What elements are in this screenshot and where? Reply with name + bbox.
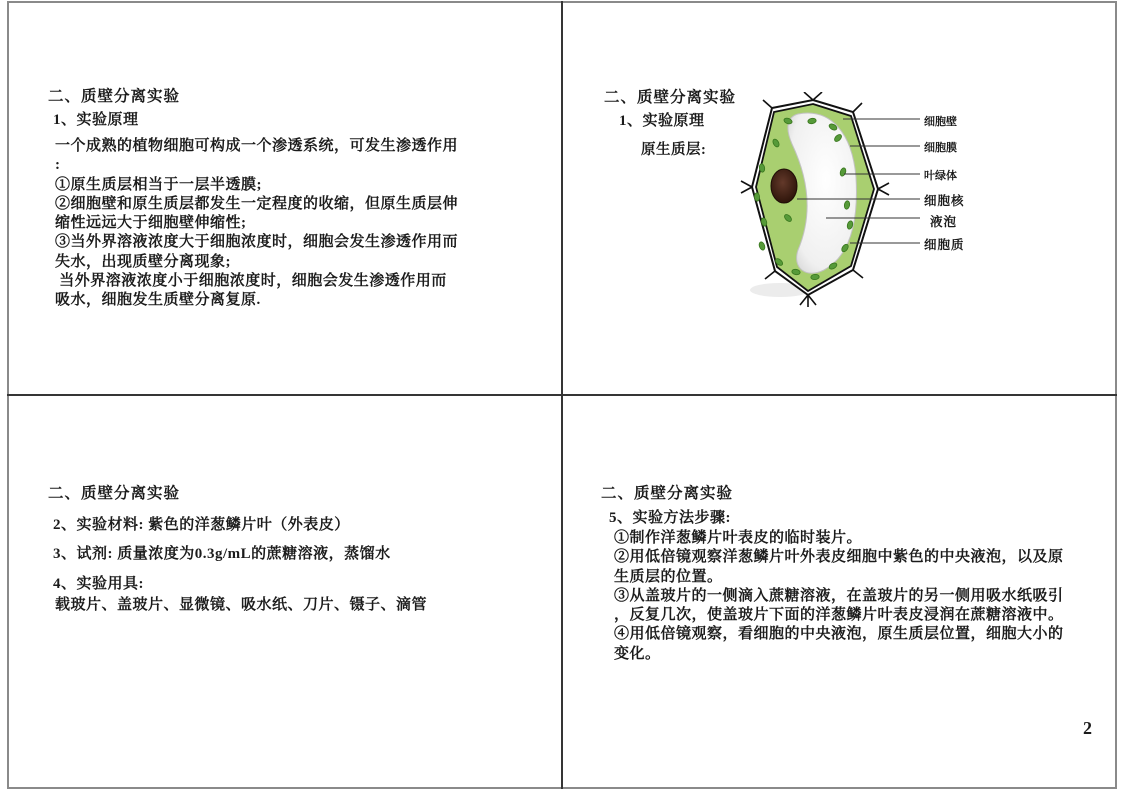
diagram-label-nucleus: 细胞核 [924,194,965,208]
procedure-heading: 5、实验方法步骤: [609,510,731,526]
text-line: ②细胞壁和原生质层都发生一定程度的收缩，但原生质层伸 [55,195,459,212]
text-line: 生质层的位置。 [614,568,723,585]
plant-cell-diagram [740,92,1040,324]
apparatus-tools-line: 载玻片、盖玻片、显微镜、吸水纸、刀片、镊子、滴管 [55,597,428,613]
procedure-body [614,529,1104,664]
slide-2-cell-diagram [563,3,1117,394]
text-line: ③当外界溶液浓度大于细胞浓度时，细胞会发生渗透作用而 [55,234,459,251]
text-line: 变化。 [614,645,661,662]
text-line: ④用低倍镜观察，看细胞的中央液泡，原生质层位置，细胞大小的 [614,626,1064,643]
slide-title: 二、质壁分离实验 [601,484,734,502]
slide-1-principle-text [8,3,561,394]
plant-cell-illustration [740,92,1040,324]
slide-3-materials [8,396,561,787]
text-line: 当外界溶液浓度小于细胞浓度时，细胞会发生渗透作用而 [55,273,447,290]
nucleus [771,169,797,203]
text-line: ①原生质层相当于一层半透膜; [55,176,262,193]
materials-item: 2、实验材料: 紫色的洋葱鳞片叶（外表皮） [53,517,350,533]
text-line: ②用低倍镜观察洋葱鳞片叶外表皮细胞中紫色的中央液泡，以及原 [614,549,1064,566]
principle-heading: 1、实验原理 [53,112,139,128]
slide-title: 二、质壁分离实验 [48,87,181,105]
protoplast-layer-label: 原生质层: [641,142,707,158]
reagent-item: 3、试剂: 质量浓度为0.3g/mL的蔗糖溶液，蒸馏水 [53,546,391,562]
text-line: ①制作洋葱鳞片叶表皮的临时装片。 [614,530,863,546]
text-line: 吸水，细胞发生质壁分离复原. [55,292,261,309]
page-number: 2 [1083,718,1092,738]
text-line: ，反复几次，使盖玻片下面的洋葱鳞片叶表皮浸润在蔗糖溶液中。 [614,607,1064,624]
text-line: 缩性远远大于细胞壁伸缩性; [55,215,247,232]
text-line: 一个成熟的植物细胞可构成一个渗透系统，可发生渗透作用 [55,138,459,154]
diagram-label-cell-wall: 细胞壁 [924,116,957,128]
apparatus-item: 4、实验用具: [53,576,144,592]
diagram-label-vacuole: 液泡 [930,215,958,229]
text-line: ③从盖玻片的一侧滴入蔗糖溶液，在盖玻片的另一侧用吸水纸吸引 [614,587,1064,604]
text-line: 失水，出现质壁分离现象; [55,253,231,270]
slide-title: 二、质壁分离实验 [604,88,737,106]
diagram-label-chloroplast: 叶绿体 [924,170,957,182]
text-line: : [55,157,61,174]
slide-4-procedure [563,396,1117,787]
diagram-label-cell-membrane: 细胞膜 [924,142,957,154]
diagram-label-cytoplasm: 细胞质 [924,238,965,252]
principle-heading: 1、实验原理 [619,113,705,129]
slide-title: 二、质壁分离实验 [48,484,181,502]
principle-body [55,137,535,311]
